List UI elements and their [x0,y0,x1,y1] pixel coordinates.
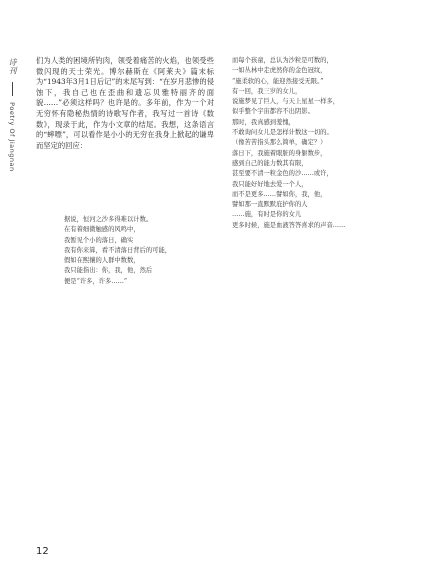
poem-line: 在有着细微触感的风鸣中， [64,226,140,234]
sidebar-divider [12,82,13,96]
poem-line: 我只能指出：你，我，他，然后 [64,267,153,275]
poem-line: 落日下，我施着眼脏的身躯数步， [232,149,327,157]
poem-line: 感到自己的能力数其有限， [232,159,308,167]
journal-english-title: Poetry Of Jiangnan [8,102,16,172]
poem-line: 我有你来算，看不清落日背后的可能， [64,246,172,254]
poem-line: 我暂见个小的落日，确实 [64,236,134,244]
poem-line: 那时，我真感到羞愧， [232,118,295,126]
poem-stanza-right [232,56,402,231]
poem-line: 而每个孩童，总认为沙粒是可数的， [232,57,333,64]
poem-stanza-left [64,215,214,287]
poem-line: 一如丛林中走虎然你的金色冠纹， [232,67,327,75]
poem-line: ……施，有时是你的女儿 [232,211,302,219]
journal-sidebar-mark [7,58,18,172]
poem-line: 假如在熙攘的人群中数数， [64,257,140,265]
poem-line: 而不是更多……譬如你，我，他， [232,190,327,198]
journal-logo: 诗刊 [8,58,17,75]
poem-line: 据说，恒河之沙多得难以计数。 [64,216,153,223]
poem-line: 我只能好好地去爱一个人， [232,180,308,188]
poem-line: （像苦苦指头那么简单，确定？） [232,139,327,147]
poem-line: “施柔软的心，能迎然接受无限。” [232,77,324,85]
body-text: 们为人类的困境所钓肉，领受着痛苦的火焰，也领受些微闪现的天士荣光。博尔赫斯在《阿莱夫》篇末标为“1943年3月1日后记”的末尾写到：“在岁月悲惨的侵蚀下，我自己也在歪曲和遗忘贝雅特丽齐的面貌……”必须这样吗？也许是的。多年前，作为一个对无穷怀有隐秘热情的诗歌写作者，我写过一首诗《数数》，现录于此，作为小文章的结尾。我想，这条语言的“蟀嘌”，可以看作是小小的无穷在我身上掀起的谦卑而坚定的回应： [36,56,214,150]
page-number: 12 [36,546,49,557]
poem-line: 更多时候，施是血液答答喜求的声音…… [232,221,346,229]
body-paragraph [36,56,214,151]
poem-line: 甚至要不清一粒金色的沙……或许， [232,170,333,178]
poem-line: 譬如那一直默默庇护你的人 [232,201,308,209]
poem-line: 似乎整个宇宙都容不出阴影。 [232,108,314,116]
poem-line: 不敢询问女儿是怎样计数这一切的。 [232,129,333,137]
poem-line: 有一回，我三岁的女儿， [232,87,302,95]
poem-line: 便是“许多，许多……” [64,277,128,285]
poem-line: 说施梦见了巨人，与天上星星一样多， [232,98,340,106]
